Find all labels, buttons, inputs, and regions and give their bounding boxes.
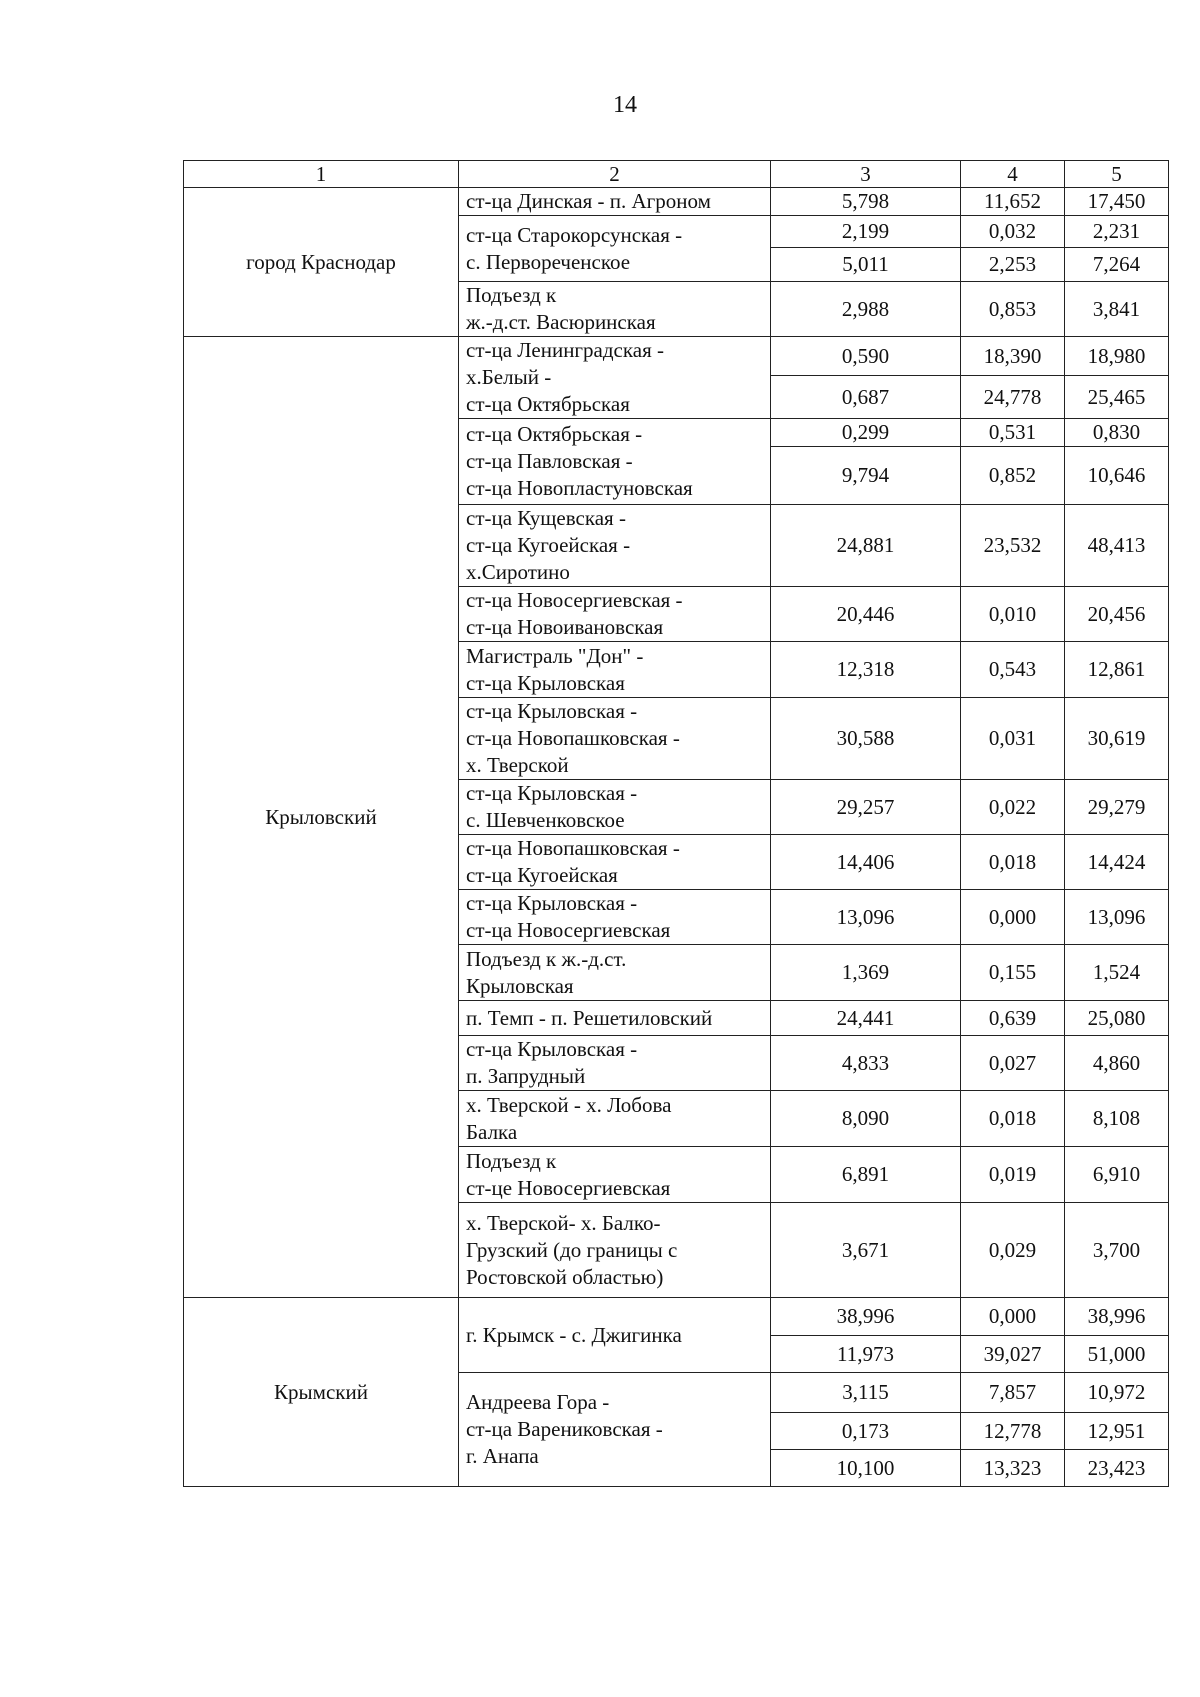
value-cell-col5: 10,972 [1065, 1373, 1169, 1413]
value-cell-col4: 0,853 [961, 282, 1065, 337]
value-cell-col3: 5,011 [771, 248, 961, 282]
route-cell [459, 642, 771, 698]
route-cell [459, 1298, 771, 1373]
value-cell-col4: 0,000 [961, 1298, 1065, 1336]
value-cell-col5: 0,830 [1065, 419, 1169, 447]
value-cell-col3: 0,590 [771, 337, 961, 376]
value-cell-col5: 2,231 [1065, 216, 1169, 248]
route-line: ст-ца Старокорсунская - [466, 222, 683, 247]
route-line: г. Крымск - с. Джигинка [466, 1322, 682, 1347]
value-cell-col3: 0,687 [771, 376, 961, 419]
value-cell-col3: 20,446 [771, 587, 961, 642]
route-line: ст-ца Динская - п. Агроном [466, 189, 711, 213]
value-cell-col3: 11,973 [771, 1336, 961, 1373]
column-header: 1 [184, 161, 459, 188]
value-cell-col3: 2,199 [771, 216, 961, 248]
route-cell [459, 337, 771, 419]
page-number: 14 [613, 92, 637, 118]
value-cell-col4: 7,857 [961, 1373, 1065, 1413]
value-cell-col3: 30,588 [771, 698, 961, 780]
route-line: ст-ца Новоивановская [466, 615, 664, 639]
route-line: х.Сиротино [466, 560, 570, 584]
route-line: ст-ца Новопашковская - [466, 726, 680, 750]
value-cell-col5: 3,700 [1065, 1203, 1169, 1298]
value-cell-col4: 0,155 [961, 945, 1065, 1001]
value-cell-col5: 17,450 [1065, 188, 1169, 216]
value-cell-col4: 11,652 [961, 188, 1065, 216]
value-cell-col3: 3,115 [771, 1373, 961, 1413]
route-cell [459, 1373, 771, 1487]
route-line: ст-ца Ленинградская - [466, 338, 664, 362]
route-cell [459, 188, 771, 216]
value-cell-col4: 0,032 [961, 216, 1065, 248]
route-line: ст-ца Октябрьская - [466, 422, 643, 446]
route-line: х. Тверской- х. Балко- [466, 1210, 661, 1235]
district-cell: город Краснодар [184, 188, 459, 337]
route-line: п. Запрудный [466, 1064, 586, 1088]
route-cell [459, 698, 771, 780]
value-cell-col4: 2,253 [961, 248, 1065, 282]
route-line: ст-ца Варениковская - [466, 1417, 663, 1441]
value-cell-col3: 29,257 [771, 780, 961, 835]
value-cell-col5: 38,996 [1065, 1298, 1169, 1336]
value-cell-col3: 3,671 [771, 1203, 961, 1298]
value-cell-col4: 0,531 [961, 419, 1065, 447]
route-line: с. Шевченковское [466, 808, 625, 832]
route-line: ст-ца Новопашковская - [466, 836, 680, 860]
route-line: ст-ца Новосергиевская - [466, 588, 683, 612]
value-cell-col5: 25,465 [1065, 376, 1169, 419]
value-cell-col4: 0,639 [961, 1001, 1065, 1036]
route-line: ст-ца Кугоейская - [466, 533, 631, 557]
route-line: Грузский (до границы с [466, 1237, 678, 1262]
value-cell-col5: 4,860 [1065, 1036, 1169, 1091]
route-line: Крыловская [466, 973, 574, 998]
route-cell [459, 1091, 771, 1147]
route-cell [459, 1203, 771, 1298]
route-line: Андреева Гора - [466, 1390, 610, 1414]
column-header: 5 [1065, 161, 1169, 188]
value-cell-col5: 10,646 [1065, 447, 1169, 505]
table-row [184, 188, 1169, 216]
value-cell-col3: 0,173 [771, 1413, 961, 1450]
route-line: Подъезд к [466, 1148, 557, 1173]
value-cell-col3: 14,406 [771, 835, 961, 890]
route-cell [459, 780, 771, 835]
route-cell [459, 419, 771, 505]
column-header: 4 [961, 161, 1065, 188]
route-cell [459, 890, 771, 945]
value-cell-col3: 24,441 [771, 1001, 961, 1036]
route-cell [459, 587, 771, 642]
route-line: ст-ца Крыловская - [466, 781, 638, 805]
value-cell-col4: 0,018 [961, 1091, 1065, 1147]
value-cell-col4: 0,019 [961, 1147, 1065, 1203]
value-cell-col5: 12,951 [1065, 1413, 1169, 1450]
route-line: Магистраль "Дон" - [466, 643, 644, 668]
value-cell-col5: 25,080 [1065, 1001, 1169, 1036]
value-cell-col5: 13,096 [1065, 890, 1169, 945]
route-cell [459, 945, 771, 1001]
route-line: ст-ца Крыловская [466, 670, 625, 695]
route-line: ст-ца Кугоейская [466, 863, 618, 887]
route-line: х. Тверской [466, 753, 569, 777]
value-cell-col4: 0,852 [961, 447, 1065, 505]
value-cell-col5: 6,910 [1065, 1147, 1169, 1203]
route-cell [459, 505, 771, 587]
value-cell-col5: 51,000 [1065, 1336, 1169, 1373]
value-cell-col3: 13,096 [771, 890, 961, 945]
route-line: х.Белый - [466, 365, 552, 389]
value-cell-col5: 30,619 [1065, 698, 1169, 780]
table-row [184, 1298, 1169, 1336]
district-cell: Крымский [184, 1298, 459, 1487]
value-cell-col4: 12,778 [961, 1413, 1065, 1450]
value-cell-col3: 8,090 [771, 1091, 961, 1147]
value-cell-col5: 14,424 [1065, 835, 1169, 890]
table-row [184, 337, 1169, 376]
route-line: Ростовской областью) [466, 1264, 664, 1289]
route-line: Подъезд к ж.-д.ст. [466, 946, 627, 971]
value-cell-col5: 23,423 [1065, 1450, 1169, 1487]
value-cell-col3: 38,996 [771, 1298, 961, 1336]
route-line: ст-ца Новопластуновская [466, 476, 693, 500]
value-cell-col5: 3,841 [1065, 282, 1169, 337]
value-cell-col3: 24,881 [771, 505, 961, 587]
value-cell-col4: 0,543 [961, 642, 1065, 698]
value-cell-col4: 13,323 [961, 1450, 1065, 1487]
value-cell-col5: 18,980 [1065, 337, 1169, 376]
value-cell-col3: 4,833 [771, 1036, 961, 1091]
value-cell-col3: 9,794 [771, 447, 961, 505]
route-line: х. Тверской - х. Лобова [466, 1092, 672, 1117]
value-cell-col4: 18,390 [961, 337, 1065, 376]
value-cell-col5: 8,108 [1065, 1091, 1169, 1147]
road-table [183, 160, 1169, 1487]
district-cell: Крыловский [184, 337, 459, 1298]
value-cell-col3: 10,100 [771, 1450, 961, 1487]
value-cell-col4: 24,778 [961, 376, 1065, 419]
column-header: 3 [771, 161, 961, 188]
value-cell-col5: 20,456 [1065, 587, 1169, 642]
route-line: ж.-д.ст. Васюринская [466, 310, 656, 334]
value-cell-col5: 12,861 [1065, 642, 1169, 698]
route-line: ст-ца Крыловская - [466, 891, 638, 915]
value-cell-col3: 2,988 [771, 282, 961, 337]
header-row [184, 161, 1169, 188]
route-line: ст-ца Крыловская - [466, 1037, 638, 1061]
value-cell-col5: 7,264 [1065, 248, 1169, 282]
route-line: ст-ца Октябрьская [466, 392, 630, 416]
route-line: с. Первореченское [466, 249, 631, 274]
value-cell-col5: 29,279 [1065, 780, 1169, 835]
route-cell [459, 1147, 771, 1203]
value-cell-col3: 1,369 [771, 945, 961, 1001]
route-cell [459, 1001, 771, 1036]
value-cell-col4: 0,000 [961, 890, 1065, 945]
route-line: ст-ца Павловская - [466, 449, 633, 473]
route-line: ст-це Новосергиевская [466, 1175, 671, 1200]
route-line: ст-ца Новосергиевская [466, 918, 671, 942]
value-cell-col3: 5,798 [771, 188, 961, 216]
route-cell [459, 1036, 771, 1091]
route-line: п. Темп - п. Решетиловский [466, 1005, 713, 1030]
value-cell-col4: 39,027 [961, 1336, 1065, 1373]
value-cell-col5: 48,413 [1065, 505, 1169, 587]
route-cell [459, 835, 771, 890]
route-cell [459, 216, 771, 282]
route-line: г. Анапа [466, 1444, 539, 1468]
route-cell [459, 282, 771, 337]
route-line: Балка [466, 1119, 518, 1144]
value-cell-col4: 0,027 [961, 1036, 1065, 1091]
value-cell-col4: 23,532 [961, 505, 1065, 587]
column-header: 2 [459, 161, 771, 188]
route-line: Подъезд к [466, 283, 557, 307]
value-cell-col4: 0,031 [961, 698, 1065, 780]
route-line: ст-ца Крыловская - [466, 699, 638, 723]
value-cell-col4: 0,022 [961, 780, 1065, 835]
value-cell-col3: 12,318 [771, 642, 961, 698]
value-cell-col3: 0,299 [771, 419, 961, 447]
value-cell-col4: 0,018 [961, 835, 1065, 890]
value-cell-col3: 6,891 [771, 1147, 961, 1203]
value-cell-col4: 0,010 [961, 587, 1065, 642]
value-cell-col5: 1,524 [1065, 945, 1169, 1001]
route-line: ст-ца Кущевская - [466, 506, 626, 530]
value-cell-col4: 0,029 [961, 1203, 1065, 1298]
